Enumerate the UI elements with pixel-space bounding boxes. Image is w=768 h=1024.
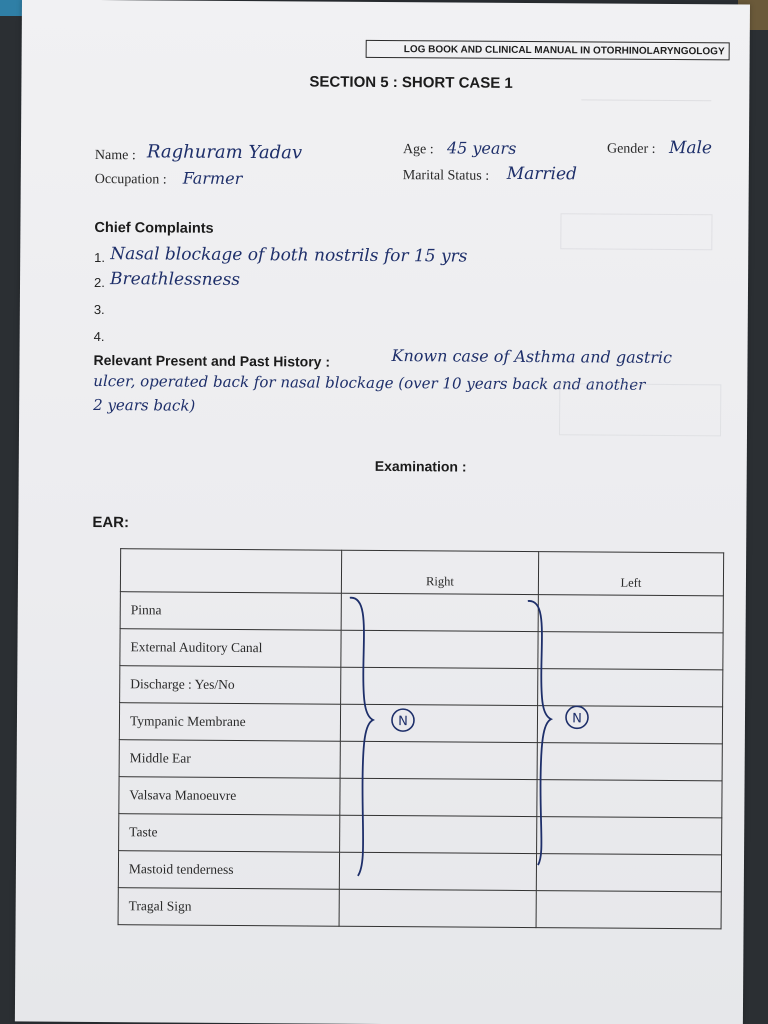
book-title-box bbox=[366, 40, 730, 61]
table-row bbox=[118, 888, 721, 929]
bleed-through-mark bbox=[560, 213, 712, 250]
history-line-2: ulcer, operated back for nasal blockage (over 10 years back and another bbox=[93, 371, 646, 394]
document-page bbox=[15, 0, 750, 1024]
occupation-value: Farmer bbox=[182, 168, 243, 189]
marital-status-label: Marital Status : bbox=[402, 168, 490, 184]
age-value: 45 years bbox=[446, 138, 517, 158]
row-label: Discharge : Yes/No bbox=[120, 666, 341, 705]
chief-complaints-heading: Chief Complaints bbox=[94, 219, 214, 237]
row-label: Pinna bbox=[120, 592, 341, 631]
history-line-3: 2 years back) bbox=[93, 395, 196, 415]
examination-heading: Examination : bbox=[374, 457, 467, 475]
row-label: Mastoid tenderness bbox=[118, 851, 339, 890]
complaint-number: 4. bbox=[93, 328, 105, 345]
complaint-text: Breathlessness bbox=[109, 269, 241, 290]
complaint-text: Nasal blockage of both nostrils for 15 yrs bbox=[110, 244, 468, 267]
occupation-label: Occupation : bbox=[94, 171, 167, 188]
complaint-number: 3. bbox=[93, 301, 105, 318]
history-heading: Relevant Present and Past History : bbox=[93, 351, 331, 370]
gender-value: Male bbox=[668, 137, 713, 159]
row-label: Tragal Sign bbox=[118, 888, 339, 927]
left-brace-icon bbox=[520, 593, 602, 874]
section-title: SECTION 5 : SHORT CASE 1 bbox=[309, 73, 513, 92]
right-brace-icon bbox=[340, 592, 422, 883]
left-cell bbox=[536, 891, 721, 929]
right-mark: N bbox=[398, 714, 408, 730]
row-label: Taste bbox=[119, 814, 340, 853]
name-label: Name : bbox=[94, 147, 136, 164]
row-label: Valsava Manoeuvre bbox=[119, 777, 340, 816]
bleed-through-mark bbox=[559, 383, 721, 436]
book-title: LOG BOOK AND CLINICAL MANUAL IN OTORHINOLARYNGOLOGY bbox=[403, 44, 725, 58]
history-line-1: Known case of Asthma and gastric bbox=[391, 346, 673, 368]
ear-label: EAR: bbox=[92, 513, 130, 532]
header-cell-left: Left bbox=[538, 552, 723, 596]
complaint-number: 2. bbox=[93, 274, 105, 291]
name-value: Raghuram Yadav bbox=[146, 141, 303, 164]
complaint-number: 1. bbox=[94, 249, 106, 266]
age-label: Age : bbox=[402, 142, 434, 158]
header-cell-right: Right bbox=[341, 550, 538, 594]
row-label: Tympanic Membrane bbox=[119, 703, 340, 742]
bleed-through-mark bbox=[581, 99, 711, 102]
right-cell bbox=[339, 889, 536, 927]
gender-label: Gender : bbox=[606, 141, 656, 157]
table-header-row bbox=[120, 549, 723, 596]
left-mark: N bbox=[572, 711, 582, 727]
row-label: External Auditory Canal bbox=[120, 629, 341, 668]
row-label: Middle Ear bbox=[119, 740, 340, 779]
header-cell bbox=[120, 549, 341, 594]
marital-status-value: Married bbox=[506, 163, 578, 185]
